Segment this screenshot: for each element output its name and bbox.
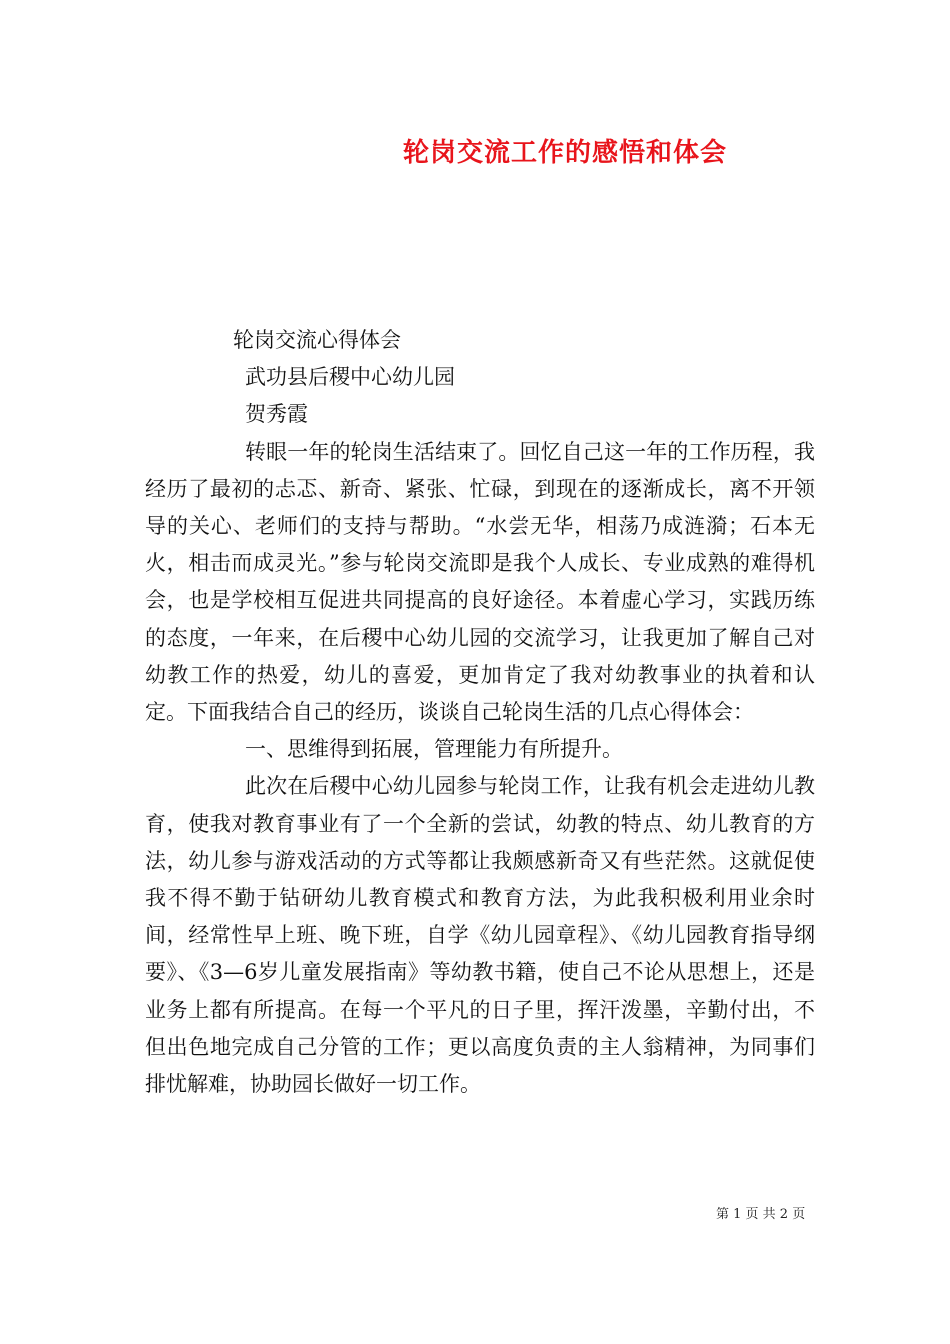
author-name: 贺秀霞 [245, 402, 308, 427]
document-body [145, 322, 815, 1103]
section-heading-1: 一、思维得到拓展，管理能力有所提升。 [245, 737, 623, 762]
document-title: 轮岗交流工作的感悟和体会 [402, 138, 727, 168]
organization-name: 武功县后稷中心幼儿园 [245, 365, 455, 390]
document-subtitle: 轮岗交流心得体会 [233, 328, 401, 352]
paragraph-intro: 转眼一年的轮岗生活结束了。回忆自己这一年的工作历程，我经历了最初的忐忑、新奇、紧张、忙碌，到现在的逐渐成长，离不开领导的关心、老师们的支持与帮助。“水尝无华，相荡乃成涟漪；石本无火，相击而成灵光。”参与轮岗交流即是我个人成长、专业成熟的难得机会，也是学校相互促进共同提高的良好途径。本着虚心学习，实践历练的态度，一年来，在后稷中心幼儿园的交流学习，让我更加了解自己对幼教工作的热爱，幼儿的喜爱，更加肯定了我对幼教事业的执着和认定。下面我结合自己的经历，谈谈自己轮岗生活的几点心得体会： [145, 439, 815, 725]
paragraph-section-1: 此次在后稷中心幼儿园参与轮岗工作，让我有机会走进幼儿教育，使我对教育事业有了一个全新的尝试，幼教的特点、幼儿教育的方法，幼儿参与游戏活动的方式等都让我颇感新奇又有些茫然。这就促使我不得不勤于钻研幼儿教育模式和教育方法，为此我积极利用业余时间，经常性早上班、晚下班，自学《幼儿园章程》、《幼儿园教育指导纲要》、《3—6岁儿童发展指南》等幼教书籍，使自己不论从思想上，还是业务上都有所提高。在每一个平凡的日子里，挥汗泼墨，辛勤付出，不但出色地完成自己分管的工作；更以高度负责的主人翁精神，为同事们排忧解难，协助园长做好一切工作。 [145, 774, 815, 1097]
page-number: 第 1 页 共 2 页 [716, 1207, 806, 1222]
